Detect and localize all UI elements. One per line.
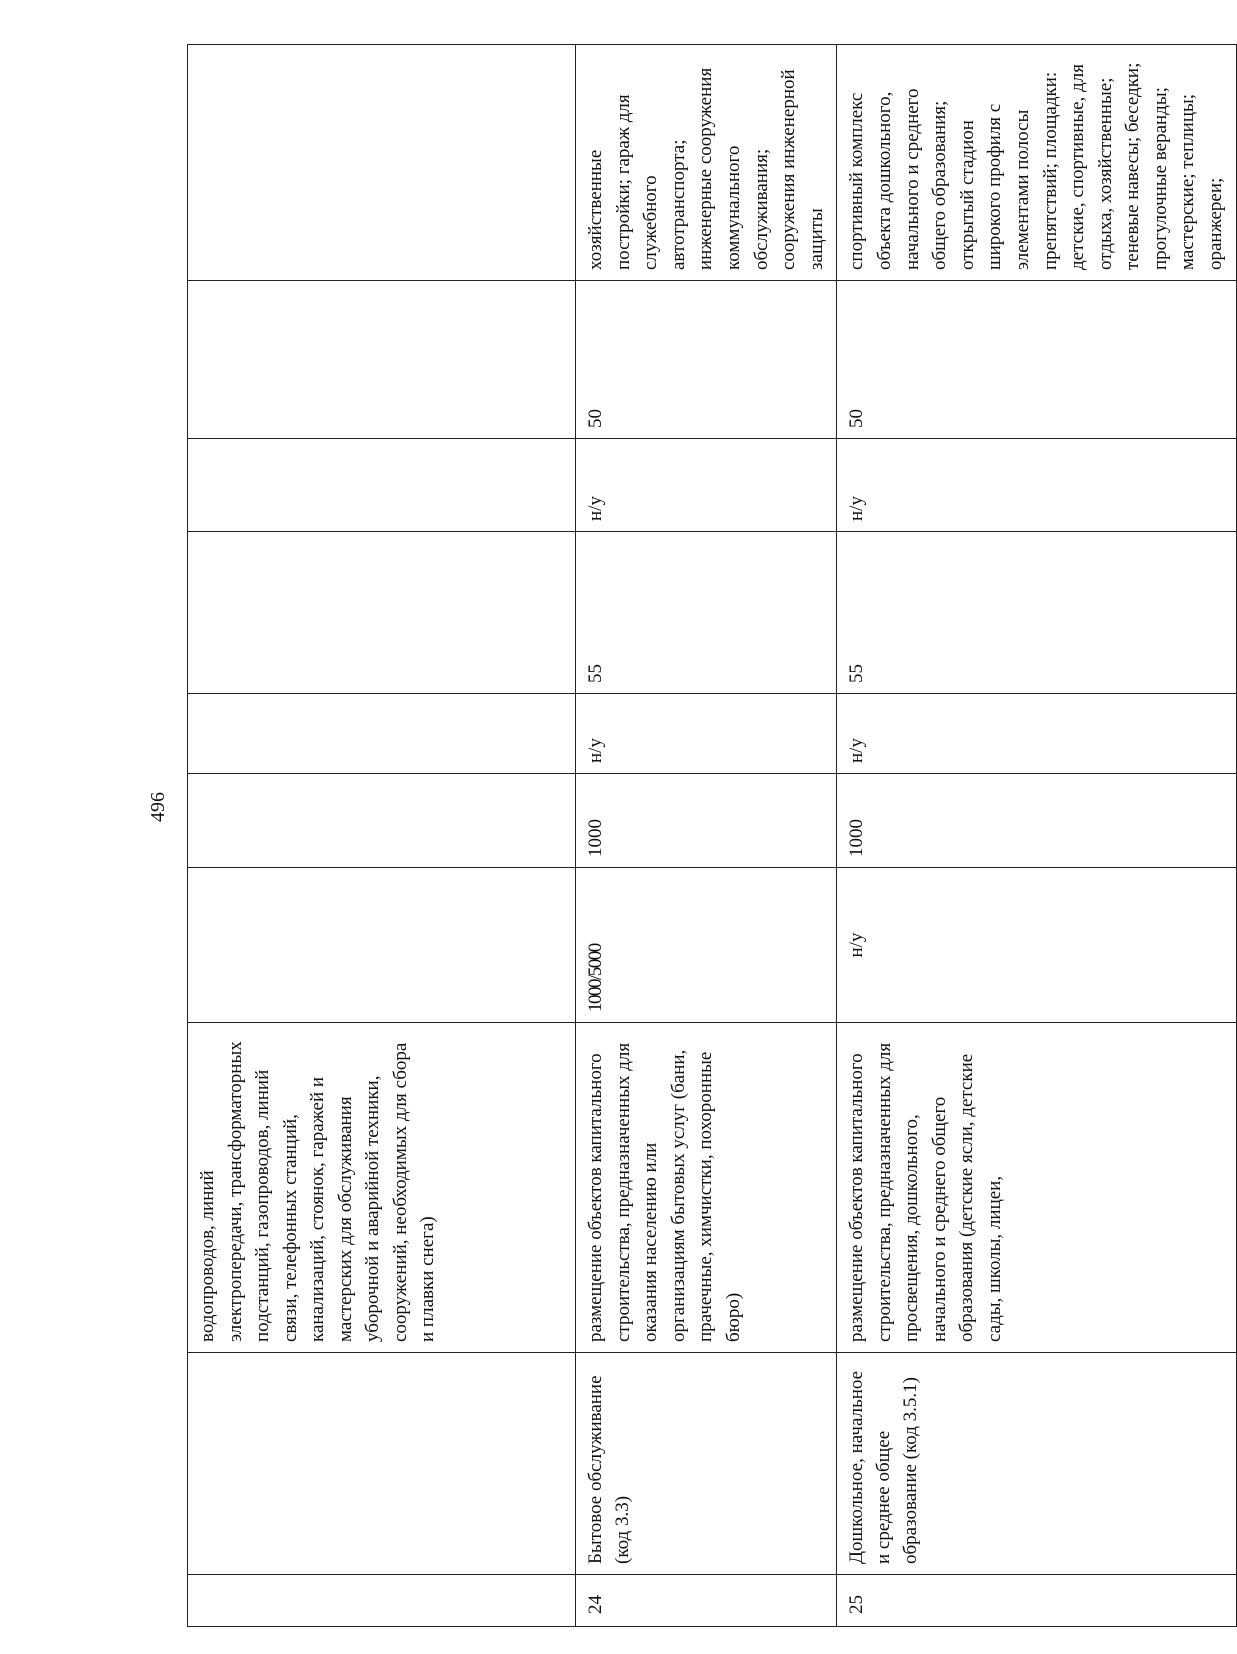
table-row xyxy=(837,45,1236,1627)
rotated-table-container xyxy=(187,45,1227,1627)
param-cell-1: н/у xyxy=(837,868,1236,1023)
param-cell-6: 50 xyxy=(837,281,1236,439)
use-type-name: Дошкольное, начальное и среднее общее образование (код 3.5.1) xyxy=(837,1353,1236,1575)
param-cell-2: 1000 xyxy=(837,774,1236,868)
param-cell-1 xyxy=(188,868,576,1023)
param-cell-5 xyxy=(188,439,576,532)
use-type-description: размещение объектов капитального строительства, предназначенных для просвещения, дошкольного, начального и среднего общего образования (детские ясли, детские сады, школы, лицеи, xyxy=(837,1023,1236,1353)
auxiliary-uses xyxy=(188,45,576,281)
param-cell-3: н/у xyxy=(576,694,837,774)
param-cell-2 xyxy=(188,774,576,868)
param-cell-4: 55 xyxy=(576,532,837,694)
param-cell-6: 50 xyxy=(576,281,837,439)
auxiliary-uses: хозяйственные постройки; гараж для служебного автотранспорта; инженерные сооружения коммунального обслуживания; сооружения инженерной защиты xyxy=(576,45,837,281)
row-number xyxy=(188,1575,576,1627)
use-type-name xyxy=(188,1353,576,1575)
param-cell-6 xyxy=(188,281,576,439)
param-cell-5: н/у xyxy=(576,439,837,532)
param-cell-3: н/у xyxy=(837,694,1236,774)
param-cell-3 xyxy=(188,694,576,774)
row-number: 25 xyxy=(837,1575,1236,1627)
regulations-table xyxy=(187,44,1237,1627)
param-cell-4 xyxy=(188,532,576,694)
row-number: 24 xyxy=(576,1575,837,1627)
use-type-description: размещение объектов капитального строительства, предназначенных для оказания населению или организациям бытовых услуг (бани, прачечные, химчистки, похоронные бюро) xyxy=(576,1023,837,1353)
param-cell-5: н/у xyxy=(837,439,1236,532)
param-cell-1: 1000/5000 xyxy=(576,868,837,1023)
auxiliary-uses: спортивный комплекс объекта дошкольного, начального и среднего общего образования; открытый стадион широкого профиля с элементами полосы препятствий; площадки: детские, спортивные, для отдыха, хозяйственные; теневые навесы; беседки; прогулочные веранды; мастерские; теплицы; оранжереи; xyxy=(837,45,1236,281)
param-cell-4: 55 xyxy=(837,532,1236,694)
use-type-description: водопроводов, линий электропередачи, трансформаторных подстанций, газопроводов, линий связи, телефонных станций, канализаций, стоянок, гаражей и мастерских для обслуживания уборочной и аварийной техники, сооружений, необходимых для сбора и плавки снега) xyxy=(188,1023,576,1353)
param-cell-2: 1000 xyxy=(576,774,837,868)
table-row xyxy=(188,45,576,1627)
use-type-name: Бытовое обслуживание (код 3.3) xyxy=(576,1353,837,1575)
table-row xyxy=(576,45,837,1627)
page-number: 496 xyxy=(147,792,169,822)
